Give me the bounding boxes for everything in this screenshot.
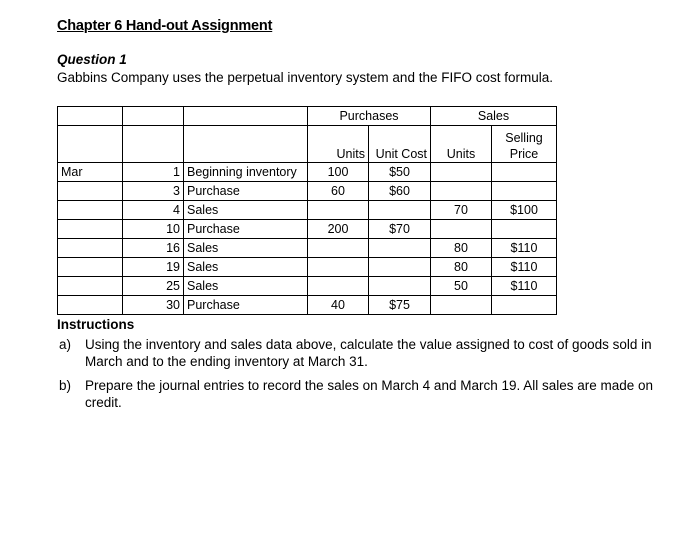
purchase-unit-cost-header: Unit Cost	[369, 126, 431, 163]
description-cell: Purchase	[184, 220, 308, 239]
description-cell: Beginning inventory	[184, 163, 308, 182]
purchase-unit-cost-cell: $50	[369, 163, 431, 182]
purchase-units-cell: 200	[308, 220, 369, 239]
table-row	[58, 182, 557, 201]
purchase-unit-cost-cell: $75	[369, 296, 431, 315]
selling-price-cell	[492, 182, 557, 201]
table-row	[58, 201, 557, 220]
sales-units-cell: 50	[431, 277, 492, 296]
table-row	[58, 296, 557, 315]
table-row	[58, 277, 557, 296]
purchases-group-header: Purchases	[308, 107, 431, 126]
day-cell: 16	[123, 239, 184, 258]
sales-group-header: Sales	[431, 107, 557, 126]
sales-units-header: Units	[431, 126, 492, 163]
month-cell	[58, 296, 123, 315]
purchase-units-cell: 40	[308, 296, 369, 315]
purchase-units-cell: 100	[308, 163, 369, 182]
table-header-cell-empty	[123, 126, 184, 163]
selling-price-cell	[492, 163, 557, 182]
month-cell	[58, 182, 123, 201]
day-cell: 1	[123, 163, 184, 182]
selling-price-cell: $110	[492, 239, 557, 258]
selling-price-cell	[492, 296, 557, 315]
month-cell	[58, 277, 123, 296]
description-cell: Sales	[184, 239, 308, 258]
instruction-text: Prepare the journal entries to record the sales on March 4 and March 19. All sales are made on credit.	[85, 378, 654, 410]
month-cell: Mar	[58, 163, 123, 182]
sales-units-cell: 70	[431, 201, 492, 220]
purchase-units-header: Units	[308, 126, 369, 163]
sales-units-cell	[431, 296, 492, 315]
selling-price-header-line2: Price	[509, 147, 539, 161]
table-group-header-row	[58, 107, 557, 126]
purchase-units-cell: 60	[308, 182, 369, 201]
purchase-unit-cost-cell	[369, 201, 431, 220]
question-label: Question 1	[57, 52, 127, 67]
day-cell: 30	[123, 296, 184, 315]
description-cell: Purchase	[184, 296, 308, 315]
table-header-cell-empty	[58, 126, 123, 163]
day-cell: 19	[123, 258, 184, 277]
instructions-heading: Instructions	[57, 317, 135, 332]
day-cell: 3	[123, 182, 184, 201]
selling-price-cell: $100	[492, 201, 557, 220]
month-cell	[58, 258, 123, 277]
inventory-table	[57, 106, 557, 315]
selling-price-header-line1: Selling	[505, 131, 543, 145]
table-column-header-row	[58, 126, 557, 163]
table-row	[58, 239, 557, 258]
sales-units-cell: 80	[431, 239, 492, 258]
day-cell: 10	[123, 220, 184, 239]
table-header-cell-empty	[123, 107, 184, 126]
instruction-marker: b)	[59, 378, 72, 393]
description-cell: Sales	[184, 277, 308, 296]
month-cell	[58, 239, 123, 258]
instruction-marker: a)	[59, 337, 72, 352]
purchase-unit-cost-cell: $60	[369, 182, 431, 201]
selling-price-cell	[492, 220, 557, 239]
table-row	[58, 220, 557, 239]
day-cell: 4	[123, 201, 184, 220]
sales-units-cell	[431, 163, 492, 182]
table-row	[58, 258, 557, 277]
selling-price-header	[492, 126, 557, 163]
purchase-unit-cost-cell: $70	[369, 220, 431, 239]
month-cell	[58, 220, 123, 239]
question-text: Gabbins Company uses the perpetual inventory system and the FIFO cost formula.	[57, 70, 553, 85]
day-cell: 25	[123, 277, 184, 296]
table-header-cell-empty	[184, 107, 308, 126]
purchase-unit-cost-cell	[369, 258, 431, 277]
description-cell: Purchase	[184, 182, 308, 201]
description-cell: Sales	[184, 258, 308, 277]
purchase-units-cell	[308, 277, 369, 296]
month-cell	[58, 201, 123, 220]
table-header-cell-empty	[184, 126, 308, 163]
selling-price-cell: $110	[492, 258, 557, 277]
selling-price-cell: $110	[492, 277, 557, 296]
instruction-text: Using the inventory and sales data above, calculate the value assigned to cost of goods sold in March and to the ending inventory at March 31.	[85, 337, 652, 369]
table-row	[58, 163, 557, 182]
purchase-units-cell	[308, 201, 369, 220]
purchase-unit-cost-cell	[369, 239, 431, 258]
description-cell: Sales	[184, 201, 308, 220]
purchase-units-cell	[308, 239, 369, 258]
chapter-title: Chapter 6 Hand-out Assignment	[57, 18, 273, 34]
purchase-unit-cost-cell	[369, 277, 431, 296]
sales-units-cell	[431, 182, 492, 201]
sales-units-cell: 80	[431, 258, 492, 277]
purchase-units-cell	[308, 258, 369, 277]
sales-units-cell	[431, 220, 492, 239]
table-header-cell-empty	[58, 107, 123, 126]
